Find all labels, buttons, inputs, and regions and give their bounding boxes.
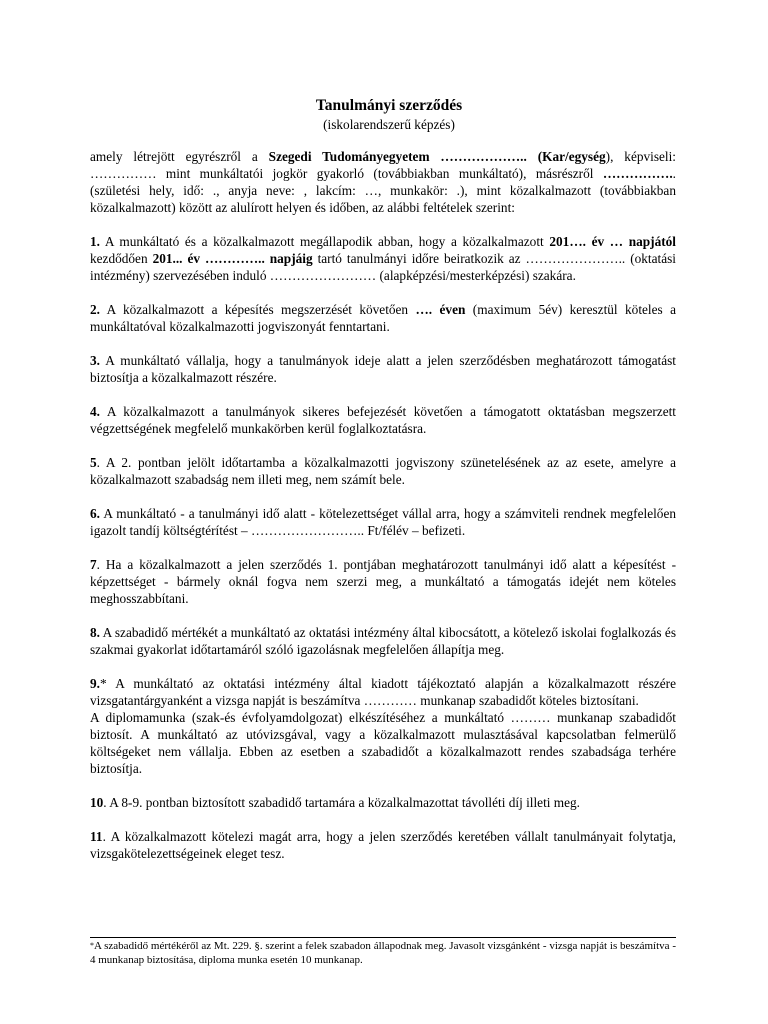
clause-2-text-1: A közalkalmazott a képesítés megszerzését követően <box>99 302 416 317</box>
contract-page <box>90 96 676 879</box>
clause-2-number: 2. <box>90 302 100 317</box>
clause-1-text-1: A munkáltató és a közalkalmazott megállapodik abban, hogy a közalkalmazott <box>99 234 550 249</box>
clause-1 <box>90 233 676 284</box>
clause-3 <box>90 352 676 386</box>
clause-10 <box>90 794 676 811</box>
footnote-divider <box>90 937 676 938</box>
footnote <box>90 939 676 967</box>
clause-9 <box>90 675 676 709</box>
document-subtitle: (iskolarendszerű képzés) <box>323 117 455 132</box>
document-title: Tanulmányi szerződés <box>315 97 463 114</box>
clause-8 <box>90 624 676 658</box>
intro-text-3: . (születési hely, idő: ., anyja neve: , lakcím: …, munkakör: .), mint közalkalmazott (továbbiakban közalkalmazott) között az alulírott helyen és időben, az alábbi feltételek szerint: <box>90 166 676 215</box>
footnote-mark: * <box>90 941 94 950</box>
clause-1-text-2: kezdődően <box>90 251 153 266</box>
clause-9-continuation <box>90 709 676 777</box>
intro-bold-1: Szegedi Tudományegyetem ……………….. (Kar/egység <box>268 149 606 164</box>
clause-5-text: . A 2. pontban jelölt időtartamba a közalkalmazotti jogviszony szünetelésének az az esete, amelyre a közalkalmazott szabadság nem illeti meg, nem számít bele. <box>90 455 676 487</box>
clause-6-number: 6. <box>90 506 100 521</box>
clause-4 <box>90 403 676 437</box>
clause-11-number: 11 <box>90 829 103 844</box>
clause-1-number: 1. <box>90 234 100 249</box>
clause-2-text-2: (maximum 5év) keresztül köteles a munkáltatóval közalkalmazotti jogviszonyát fenntartani. <box>90 302 676 334</box>
clause-2-bold-1: …. éven <box>415 302 466 317</box>
clause-7-number: 7 <box>90 557 97 572</box>
clause-9-number: 9. <box>90 676 100 691</box>
clause-4-text: A közalkalmazott a tanulmányok sikeres befejezését követően a támogatott oktatásban megszerzett végzettségének megfelelő munkakörben kerül foglalkoztatásra. <box>90 404 676 436</box>
intro-text-2: ), képviseli: …………… mint munkáltatói jogkör gyakorló (továbbiakban munkáltató), másrészről <box>90 149 676 181</box>
clause-10-text: . A 8-9. pontban biztosított szabadidő tartamára a közalkalmazottat távolléti díj illeti meg. <box>103 795 581 810</box>
intro-paragraph <box>90 148 676 216</box>
clause-7-text: . Ha a közalkalmazott a jelen szerződés 1. pontjában meghatározott tanulmányi idő alatt a képesítést - képzettséget - bármely oknál fogva nem szerzi meg, a munkáltató a támogatás idejét nem köteles meghosszabbítani. <box>90 557 676 606</box>
intro-text-1: amely létrejött egyrészről a <box>90 149 269 164</box>
intro-bold-2: ……………. <box>602 166 673 181</box>
clause-1-bold-1: 201…. év … napjától <box>549 234 676 249</box>
clause-6 <box>90 505 676 539</box>
clause-7 <box>90 556 676 607</box>
clause-10-number: 10 <box>90 795 104 810</box>
clause-8-number: 8. <box>90 625 100 640</box>
clause-6-text: A munkáltató - a tanulmányi idő alatt - kötelezettséget vállal arra, hogy a számviteli rendnek megfelelően igazolt tandíj költségtérítést – …………………….. Ft/félév – befizeti. <box>90 506 676 538</box>
clause-11-text: . A közalkalmazott kötelezi magát arra, hogy a jelen szerződés keretében vállalt tanulmányait folytatja, vizsgakötelezettségeinek eleget tesz. <box>90 829 676 861</box>
clause-4-number: 4. <box>90 404 100 419</box>
clause-1-text-3: tartó tanulmányi időre beiratkozik az ………………….. (oktatási intézmény) szervezésében induló …………………… (alapképzési/mesterképzési) szakára. <box>90 251 676 283</box>
clause-1-bold-2: 201... év ………….. napjáig <box>152 251 313 266</box>
clause-5 <box>90 454 676 488</box>
clause-5-number: 5 <box>90 455 97 470</box>
clause-9-text-2: A diplomamunka (szak-és évfolyamdolgozat) elkészítéséhez a munkáltató ……… munkanap szabadidőt biztosít. A munkáltató az utóvizsgával, vagy a közalkalmazott mulasztásával kapcsolatban felmerülő költségeket nem vállalja. Ebben az esetben a szabadidőt a közalkalmazott rendes szabadsága terhére biztosítja. <box>90 710 676 776</box>
clause-3-text: A munkáltató vállalja, hogy a tanulmányok ideje alatt a jelen szerződésben meghatározott támogatást biztosítja a közalkalmazott részére. <box>90 353 676 385</box>
footnote-text: A szabadidő mértékéről az Mt. 229. §. szerint a felek szabadon állapodnak meg. Javasolt vizsgánként - vizsga napját is beszámítva - 4 munkanap biztosítása, diploma munka esetén 10 munkanap. <box>90 940 676 966</box>
clause-3-number: 3. <box>90 353 100 368</box>
clause-8-text: A szabadidő mértékét a munkáltató az oktatási intézmény által kibocsátott, a kötelező iskolai foglalkozás és szakmai gyakorlat időtartamáról szóló igazolásnak megfelelően állapítja meg. <box>90 625 676 657</box>
clause-2 <box>90 301 676 335</box>
clause-11 <box>90 828 676 862</box>
clause-9-text-1: * A munkáltató az oktatási intézmény által kiadott tájékoztató alapján a közalkalmazott részére vizsgatantárgyanként a vizsga napját is beszámítva ………… munkanap szabadidőt köteles biztosítani. <box>90 676 676 708</box>
